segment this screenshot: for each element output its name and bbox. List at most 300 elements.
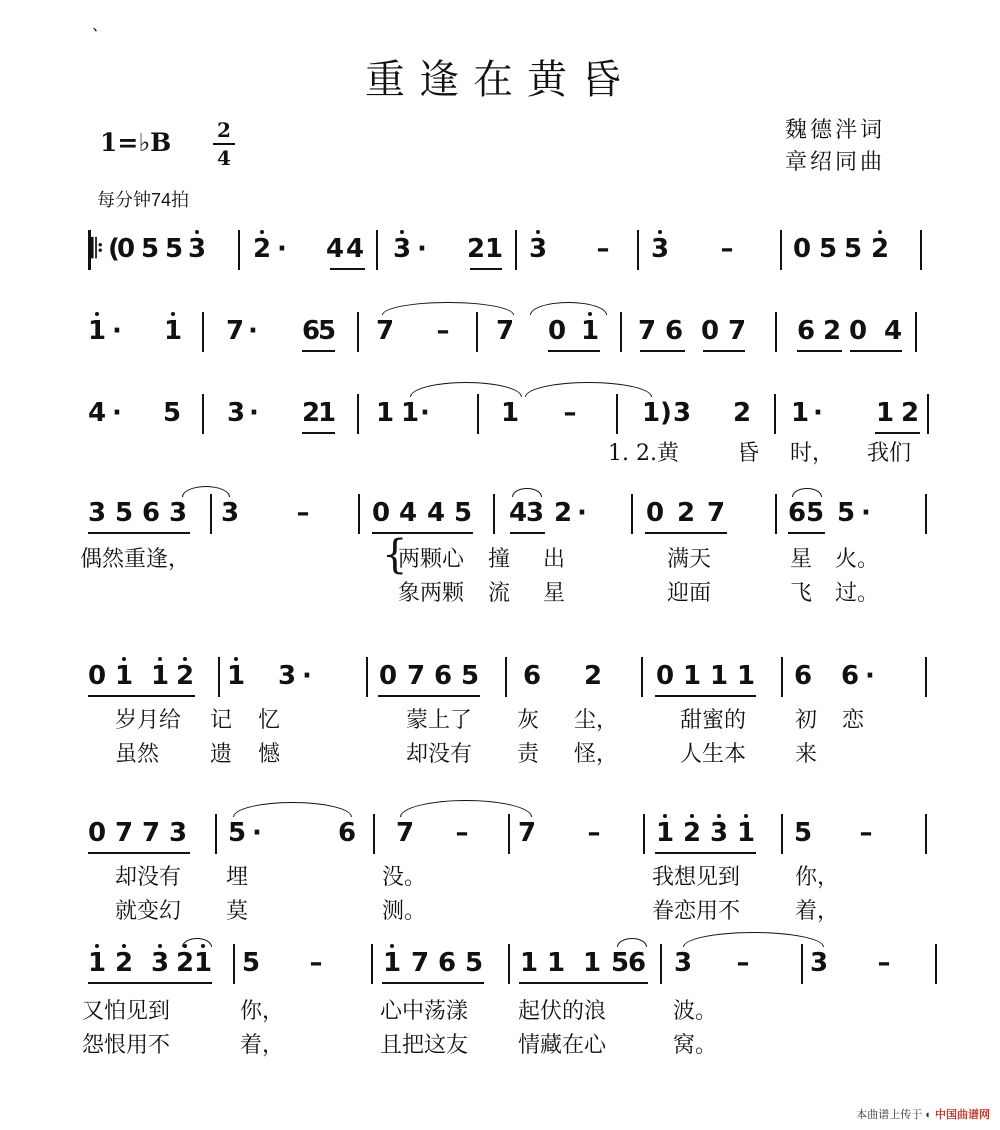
tempo-marking: 每分钟74拍 bbox=[97, 190, 190, 210]
note: 6 bbox=[664, 316, 684, 346]
note: · bbox=[249, 398, 259, 428]
note: 3 bbox=[277, 661, 297, 691]
eighth-underline bbox=[850, 350, 902, 352]
note: 3 bbox=[187, 234, 207, 264]
note: 2 bbox=[583, 661, 603, 691]
lyric-syllable: 怪， bbox=[574, 742, 619, 767]
note: 0 bbox=[547, 316, 567, 346]
note: 7 bbox=[727, 316, 747, 346]
note: – bbox=[877, 948, 891, 978]
note: · bbox=[277, 234, 287, 264]
note: 2 bbox=[175, 948, 195, 978]
bar-line bbox=[476, 312, 478, 352]
note: 1 bbox=[163, 316, 183, 346]
eighth-underline bbox=[378, 695, 480, 697]
footer-site: 中国曲谱网 bbox=[935, 1109, 990, 1121]
note: 6 bbox=[627, 948, 647, 978]
bar-line bbox=[508, 944, 510, 984]
lyric-syllable: 撞 bbox=[488, 547, 511, 572]
bar-line bbox=[781, 657, 783, 697]
note: 3 bbox=[392, 234, 412, 264]
bar-line bbox=[233, 944, 235, 984]
note: · bbox=[302, 661, 312, 691]
eighth-underline bbox=[640, 350, 685, 352]
eighth-underline bbox=[548, 350, 600, 352]
bar-line bbox=[373, 814, 375, 854]
note: 4 bbox=[345, 234, 365, 264]
note: 5 bbox=[460, 661, 480, 691]
site-logo-icon: ◐ bbox=[925, 1109, 932, 1121]
note: 6 bbox=[793, 661, 813, 691]
bar-line bbox=[775, 494, 777, 534]
note: 1 bbox=[709, 661, 729, 691]
octave-dot bbox=[400, 230, 404, 234]
song-title: 重逢在黄昏 bbox=[365, 57, 635, 103]
eighth-underline bbox=[655, 695, 756, 697]
bar-line bbox=[927, 394, 929, 434]
bar-line bbox=[925, 657, 927, 697]
bar-line bbox=[660, 944, 662, 984]
octave-dot bbox=[122, 944, 126, 948]
note: – bbox=[587, 818, 601, 848]
note: 2 bbox=[732, 398, 752, 428]
note: 1 bbox=[382, 948, 402, 978]
lyric-syllable: 过。 bbox=[835, 581, 880, 606]
note: 3 bbox=[150, 948, 170, 978]
meter-bottom: 4 bbox=[217, 146, 231, 170]
octave-dot bbox=[690, 814, 694, 818]
octave-dot bbox=[183, 657, 187, 661]
lyric-syllable: 遗 bbox=[210, 742, 233, 767]
octave-dot bbox=[171, 312, 175, 316]
lyric-syllable: 眷恋用不 bbox=[652, 899, 741, 924]
lyric-syllable: 初 bbox=[795, 708, 818, 733]
note: 3 bbox=[87, 498, 107, 528]
eighth-underline bbox=[372, 532, 473, 534]
note: 3 bbox=[220, 498, 240, 528]
time-signature bbox=[213, 118, 235, 170]
note: – bbox=[859, 818, 873, 848]
octave-dot bbox=[234, 657, 238, 661]
note: 2 bbox=[900, 398, 920, 428]
bar-line bbox=[357, 394, 359, 434]
note: – bbox=[563, 398, 577, 428]
lyricist-credit: 魏德泮词 bbox=[785, 118, 886, 143]
bar-line bbox=[774, 394, 776, 434]
note: 3 bbox=[650, 234, 670, 264]
lyric-syllable: 飞 bbox=[790, 581, 813, 606]
note: 7 bbox=[517, 818, 537, 848]
eighth-underline bbox=[519, 982, 648, 984]
note: 5 bbox=[140, 234, 160, 264]
note: 7 bbox=[395, 818, 415, 848]
note: 7 bbox=[141, 818, 161, 848]
note: 6 bbox=[337, 818, 357, 848]
note: 5 bbox=[241, 948, 261, 978]
octave-dot bbox=[588, 312, 592, 316]
octave-dot bbox=[158, 944, 162, 948]
octave-dot bbox=[878, 230, 882, 234]
verse-brace: { bbox=[382, 532, 408, 578]
eighth-underline bbox=[470, 268, 502, 270]
note: 1 bbox=[546, 948, 566, 978]
bar-line bbox=[215, 814, 217, 854]
bar-line bbox=[925, 494, 927, 534]
note: 3 bbox=[673, 948, 693, 978]
note: · bbox=[112, 398, 122, 428]
note: – bbox=[436, 316, 450, 346]
octave-dot bbox=[717, 814, 721, 818]
bar-line bbox=[366, 657, 368, 697]
eighth-underline bbox=[302, 432, 335, 434]
lyric-syllable: 出 bbox=[543, 547, 566, 572]
octave-dot bbox=[95, 944, 99, 948]
lyric-syllable: 且把这友 bbox=[380, 1033, 469, 1058]
lyric-syllable: 又怕见到 bbox=[82, 999, 171, 1024]
octave-dot bbox=[122, 657, 126, 661]
lyric-syllable: 测。 bbox=[382, 899, 427, 924]
footer-credit bbox=[856, 1106, 990, 1122]
bar-line bbox=[781, 814, 783, 854]
note: 1 bbox=[580, 316, 600, 346]
note: 4 bbox=[398, 498, 418, 528]
note: 1 bbox=[736, 661, 756, 691]
note: 2 bbox=[870, 234, 890, 264]
lyric-syllable: 恋 bbox=[842, 708, 865, 733]
note: – bbox=[309, 948, 323, 978]
lyric-syllable: 怨恨用不 bbox=[82, 1033, 171, 1058]
note: 5 bbox=[164, 234, 184, 264]
eighth-underline bbox=[655, 852, 756, 854]
note: 7 bbox=[706, 498, 726, 528]
lyric-syllable: 蒙上了 bbox=[406, 708, 473, 733]
octave-dot bbox=[195, 230, 199, 234]
note: 2 bbox=[676, 498, 696, 528]
bar-line bbox=[505, 657, 507, 697]
note: · bbox=[252, 818, 262, 848]
note: 1 bbox=[875, 398, 895, 428]
note: 1 bbox=[400, 398, 420, 428]
note: 7 bbox=[495, 316, 515, 346]
note: 5 bbox=[317, 316, 337, 346]
note: 7 bbox=[225, 316, 245, 346]
note: ) bbox=[660, 398, 672, 428]
eighth-underline bbox=[703, 350, 745, 352]
lyric-syllable: 偶然重逢， bbox=[80, 547, 191, 572]
note: 6 bbox=[796, 316, 816, 346]
eighth-underline bbox=[302, 350, 335, 352]
lyric-syllable: 你， bbox=[240, 999, 285, 1024]
note: 4 bbox=[508, 498, 528, 528]
note: 0 bbox=[792, 234, 812, 264]
note: 1 bbox=[519, 948, 539, 978]
note: 3 bbox=[809, 948, 829, 978]
note: 5 bbox=[453, 498, 473, 528]
octave-dot bbox=[663, 814, 667, 818]
corner-mark: 、 bbox=[92, 17, 109, 34]
bar-line bbox=[925, 814, 927, 854]
lyric-syllable: 满天 bbox=[667, 547, 712, 572]
note: 6 bbox=[301, 316, 321, 346]
note: – bbox=[736, 948, 750, 978]
key-signature: 1=♭B bbox=[100, 128, 172, 157]
eighth-underline bbox=[645, 532, 727, 534]
lyric-syllable: 忆 bbox=[258, 708, 281, 733]
note: ( bbox=[108, 234, 120, 264]
lyric-syllable: 灰 bbox=[517, 708, 540, 733]
note: 5 bbox=[162, 398, 182, 428]
note: 3 bbox=[525, 498, 545, 528]
note: 0 bbox=[116, 234, 136, 264]
note: 7 bbox=[637, 316, 657, 346]
staff-system bbox=[0, 942, 1000, 1112]
eighth-underline bbox=[510, 532, 545, 534]
note: · bbox=[420, 398, 430, 428]
eighth-underline bbox=[88, 852, 190, 854]
note: 1 bbox=[790, 398, 810, 428]
octave-dot bbox=[536, 230, 540, 234]
note: 1 bbox=[87, 316, 107, 346]
note: 4 bbox=[325, 234, 345, 264]
bar-line bbox=[371, 944, 373, 984]
note: · bbox=[417, 234, 427, 264]
lyric-syllable: 昏 bbox=[737, 441, 760, 466]
bar-line bbox=[376, 230, 378, 270]
lyric-syllable: 流 bbox=[488, 581, 511, 606]
bar-line bbox=[358, 494, 360, 534]
lyric-syllable: 窝。 bbox=[673, 1033, 718, 1058]
note: 0 bbox=[700, 316, 720, 346]
lyric-syllable: 两颗心 bbox=[398, 547, 465, 572]
note: 2 bbox=[682, 818, 702, 848]
note: 1 bbox=[193, 948, 213, 978]
octave-dot bbox=[158, 657, 162, 661]
bar-line bbox=[202, 394, 204, 434]
note: · bbox=[865, 661, 875, 691]
note: 0 bbox=[371, 498, 391, 528]
note: 5 bbox=[818, 234, 838, 264]
lyric-syllable: 情藏在心 bbox=[518, 1033, 607, 1058]
note: 3 bbox=[168, 818, 188, 848]
note: 5 bbox=[464, 948, 484, 978]
bar-line bbox=[935, 944, 937, 984]
octave-dot bbox=[95, 312, 99, 316]
note: 3 bbox=[528, 234, 548, 264]
note: 5 bbox=[836, 498, 856, 528]
note: 5 bbox=[610, 948, 630, 978]
note: 3 bbox=[168, 498, 188, 528]
note: 2 bbox=[822, 316, 842, 346]
octave-dot bbox=[658, 230, 662, 234]
lyric-syllable: 尘， bbox=[574, 708, 619, 733]
bar-line bbox=[780, 230, 782, 270]
note: 2 bbox=[252, 234, 272, 264]
lyric-syllable: 1. 2.黄 bbox=[608, 441, 679, 466]
note: 6 bbox=[840, 661, 860, 691]
eighth-underline bbox=[788, 532, 825, 534]
note: 1 bbox=[317, 398, 337, 428]
note: 5 bbox=[843, 234, 863, 264]
note: 2 bbox=[553, 498, 573, 528]
lyric-syllable: 我们 bbox=[867, 441, 912, 466]
lyric-syllable: 着， bbox=[240, 1033, 285, 1058]
bar-line bbox=[641, 657, 643, 697]
lyric-syllable: 莫 bbox=[226, 899, 249, 924]
note: – bbox=[596, 234, 610, 264]
note: 5 bbox=[793, 818, 813, 848]
note: 2 bbox=[114, 948, 134, 978]
lyric-syllable: 着， bbox=[795, 899, 840, 924]
composer-credit: 章绍同曲 bbox=[785, 150, 886, 175]
eighth-underline bbox=[88, 982, 212, 984]
bar-line bbox=[493, 494, 495, 534]
note: 0 bbox=[655, 661, 675, 691]
bar-line bbox=[210, 494, 212, 534]
note: · bbox=[577, 498, 587, 528]
meter-top: 2 bbox=[217, 118, 231, 142]
bar-line bbox=[218, 657, 220, 697]
note: · bbox=[813, 398, 823, 428]
note: 1 bbox=[375, 398, 395, 428]
bar-line bbox=[620, 312, 622, 352]
bar-line bbox=[616, 394, 618, 434]
lyric-syllable: 憾 bbox=[258, 742, 281, 767]
lyric-syllable: 来 bbox=[795, 742, 818, 767]
note: 4 bbox=[426, 498, 446, 528]
eighth-underline bbox=[88, 695, 195, 697]
note: 0 bbox=[87, 661, 107, 691]
note: 1 bbox=[114, 661, 134, 691]
note: 𝄆 bbox=[90, 234, 104, 264]
bar-line bbox=[238, 230, 240, 270]
note: 2 bbox=[175, 661, 195, 691]
lyric-syllable: 甜蜜的 bbox=[680, 708, 747, 733]
bar-line bbox=[508, 814, 510, 854]
meter-divider bbox=[213, 143, 235, 145]
eighth-underline bbox=[382, 982, 484, 984]
note: 5 bbox=[227, 818, 247, 848]
note: 5 bbox=[805, 498, 825, 528]
lyric-syllable: 就变幻 bbox=[115, 899, 182, 924]
note: · bbox=[112, 316, 122, 346]
eighth-underline bbox=[88, 532, 190, 534]
bar-line bbox=[202, 312, 204, 352]
note: 6 bbox=[522, 661, 542, 691]
bar-line bbox=[801, 944, 803, 984]
lyric-syllable: 波。 bbox=[673, 999, 718, 1024]
lyric-syllable: 星 bbox=[790, 547, 813, 572]
note: 0 bbox=[645, 498, 665, 528]
staff-system bbox=[0, 655, 1000, 825]
lyric-syllable: 我想见到 bbox=[652, 865, 741, 890]
note: 4 bbox=[87, 398, 107, 428]
bar-line bbox=[357, 312, 359, 352]
lyric-syllable: 象两颗 bbox=[398, 581, 465, 606]
note: 0 bbox=[378, 661, 398, 691]
note: 1 bbox=[87, 948, 107, 978]
note: 7 bbox=[410, 948, 430, 978]
lyric-syllable: 责 bbox=[517, 742, 540, 767]
note: 1 bbox=[150, 661, 170, 691]
note: 6 bbox=[433, 661, 453, 691]
octave-dot bbox=[744, 814, 748, 818]
note: 6 bbox=[437, 948, 457, 978]
bar-line bbox=[515, 230, 517, 270]
note: · bbox=[861, 498, 871, 528]
note: 0 bbox=[87, 818, 107, 848]
lyric-syllable: 却没有 bbox=[406, 742, 473, 767]
bar-line bbox=[637, 230, 639, 270]
lyric-syllable: 迎面 bbox=[667, 581, 712, 606]
bar-line bbox=[477, 394, 479, 434]
note: 3 bbox=[226, 398, 246, 428]
eighth-underline bbox=[797, 350, 842, 352]
note: 6 bbox=[141, 498, 161, 528]
lyric-syllable: 起伏的浪 bbox=[518, 999, 607, 1024]
note: 4 bbox=[883, 316, 903, 346]
note: 1 bbox=[655, 818, 675, 848]
lyric-syllable: 虽然 bbox=[115, 742, 160, 767]
note: · bbox=[248, 316, 258, 346]
lyric-syllable: 却没有 bbox=[115, 865, 182, 890]
bar-line bbox=[915, 312, 917, 352]
note: 1 bbox=[682, 661, 702, 691]
octave-dot bbox=[201, 944, 205, 948]
octave-dot bbox=[183, 944, 187, 948]
lyric-syllable: 火。 bbox=[835, 547, 880, 572]
octave-dot bbox=[390, 944, 394, 948]
lyric-syllable: 埋 bbox=[226, 865, 249, 890]
lyric-syllable: 没。 bbox=[382, 865, 427, 890]
note: 7 bbox=[406, 661, 426, 691]
note: 6 bbox=[787, 498, 807, 528]
note: – bbox=[455, 818, 469, 848]
note: 1 bbox=[736, 818, 756, 848]
note: 1 bbox=[582, 948, 602, 978]
note: 1 bbox=[226, 661, 246, 691]
note: – bbox=[720, 234, 734, 264]
note: 2 bbox=[301, 398, 321, 428]
note: 1 bbox=[641, 398, 661, 428]
note: 7 bbox=[375, 316, 395, 346]
footer-prefix: 本曲谱上传于 bbox=[856, 1109, 923, 1121]
note: 3 bbox=[709, 818, 729, 848]
staff-system bbox=[0, 492, 1000, 662]
octave-dot bbox=[260, 230, 264, 234]
lyric-syllable: 记 bbox=[210, 708, 233, 733]
bar-line bbox=[775, 312, 777, 352]
note: – bbox=[296, 498, 310, 528]
lyric-syllable: 星 bbox=[543, 581, 566, 606]
bar-line bbox=[631, 494, 633, 534]
note: 1 bbox=[484, 234, 504, 264]
lyric-syllable: 岁月给 bbox=[115, 708, 182, 733]
eighth-underline bbox=[330, 268, 365, 270]
note: 3 bbox=[672, 398, 692, 428]
lyric-syllable: 人生本 bbox=[680, 742, 747, 767]
note: 2 bbox=[466, 234, 486, 264]
note: 1 bbox=[500, 398, 520, 428]
bar-line bbox=[920, 230, 922, 270]
lyric-syllable: 你， bbox=[795, 865, 840, 890]
note: 7 bbox=[114, 818, 134, 848]
note: 5 bbox=[114, 498, 134, 528]
lyric-syllable: 心中荡漾 bbox=[380, 999, 469, 1024]
lyric-syllable: 时， bbox=[790, 441, 835, 466]
note: 0 bbox=[848, 316, 868, 346]
bar-line bbox=[643, 814, 645, 854]
eighth-underline bbox=[875, 432, 920, 434]
